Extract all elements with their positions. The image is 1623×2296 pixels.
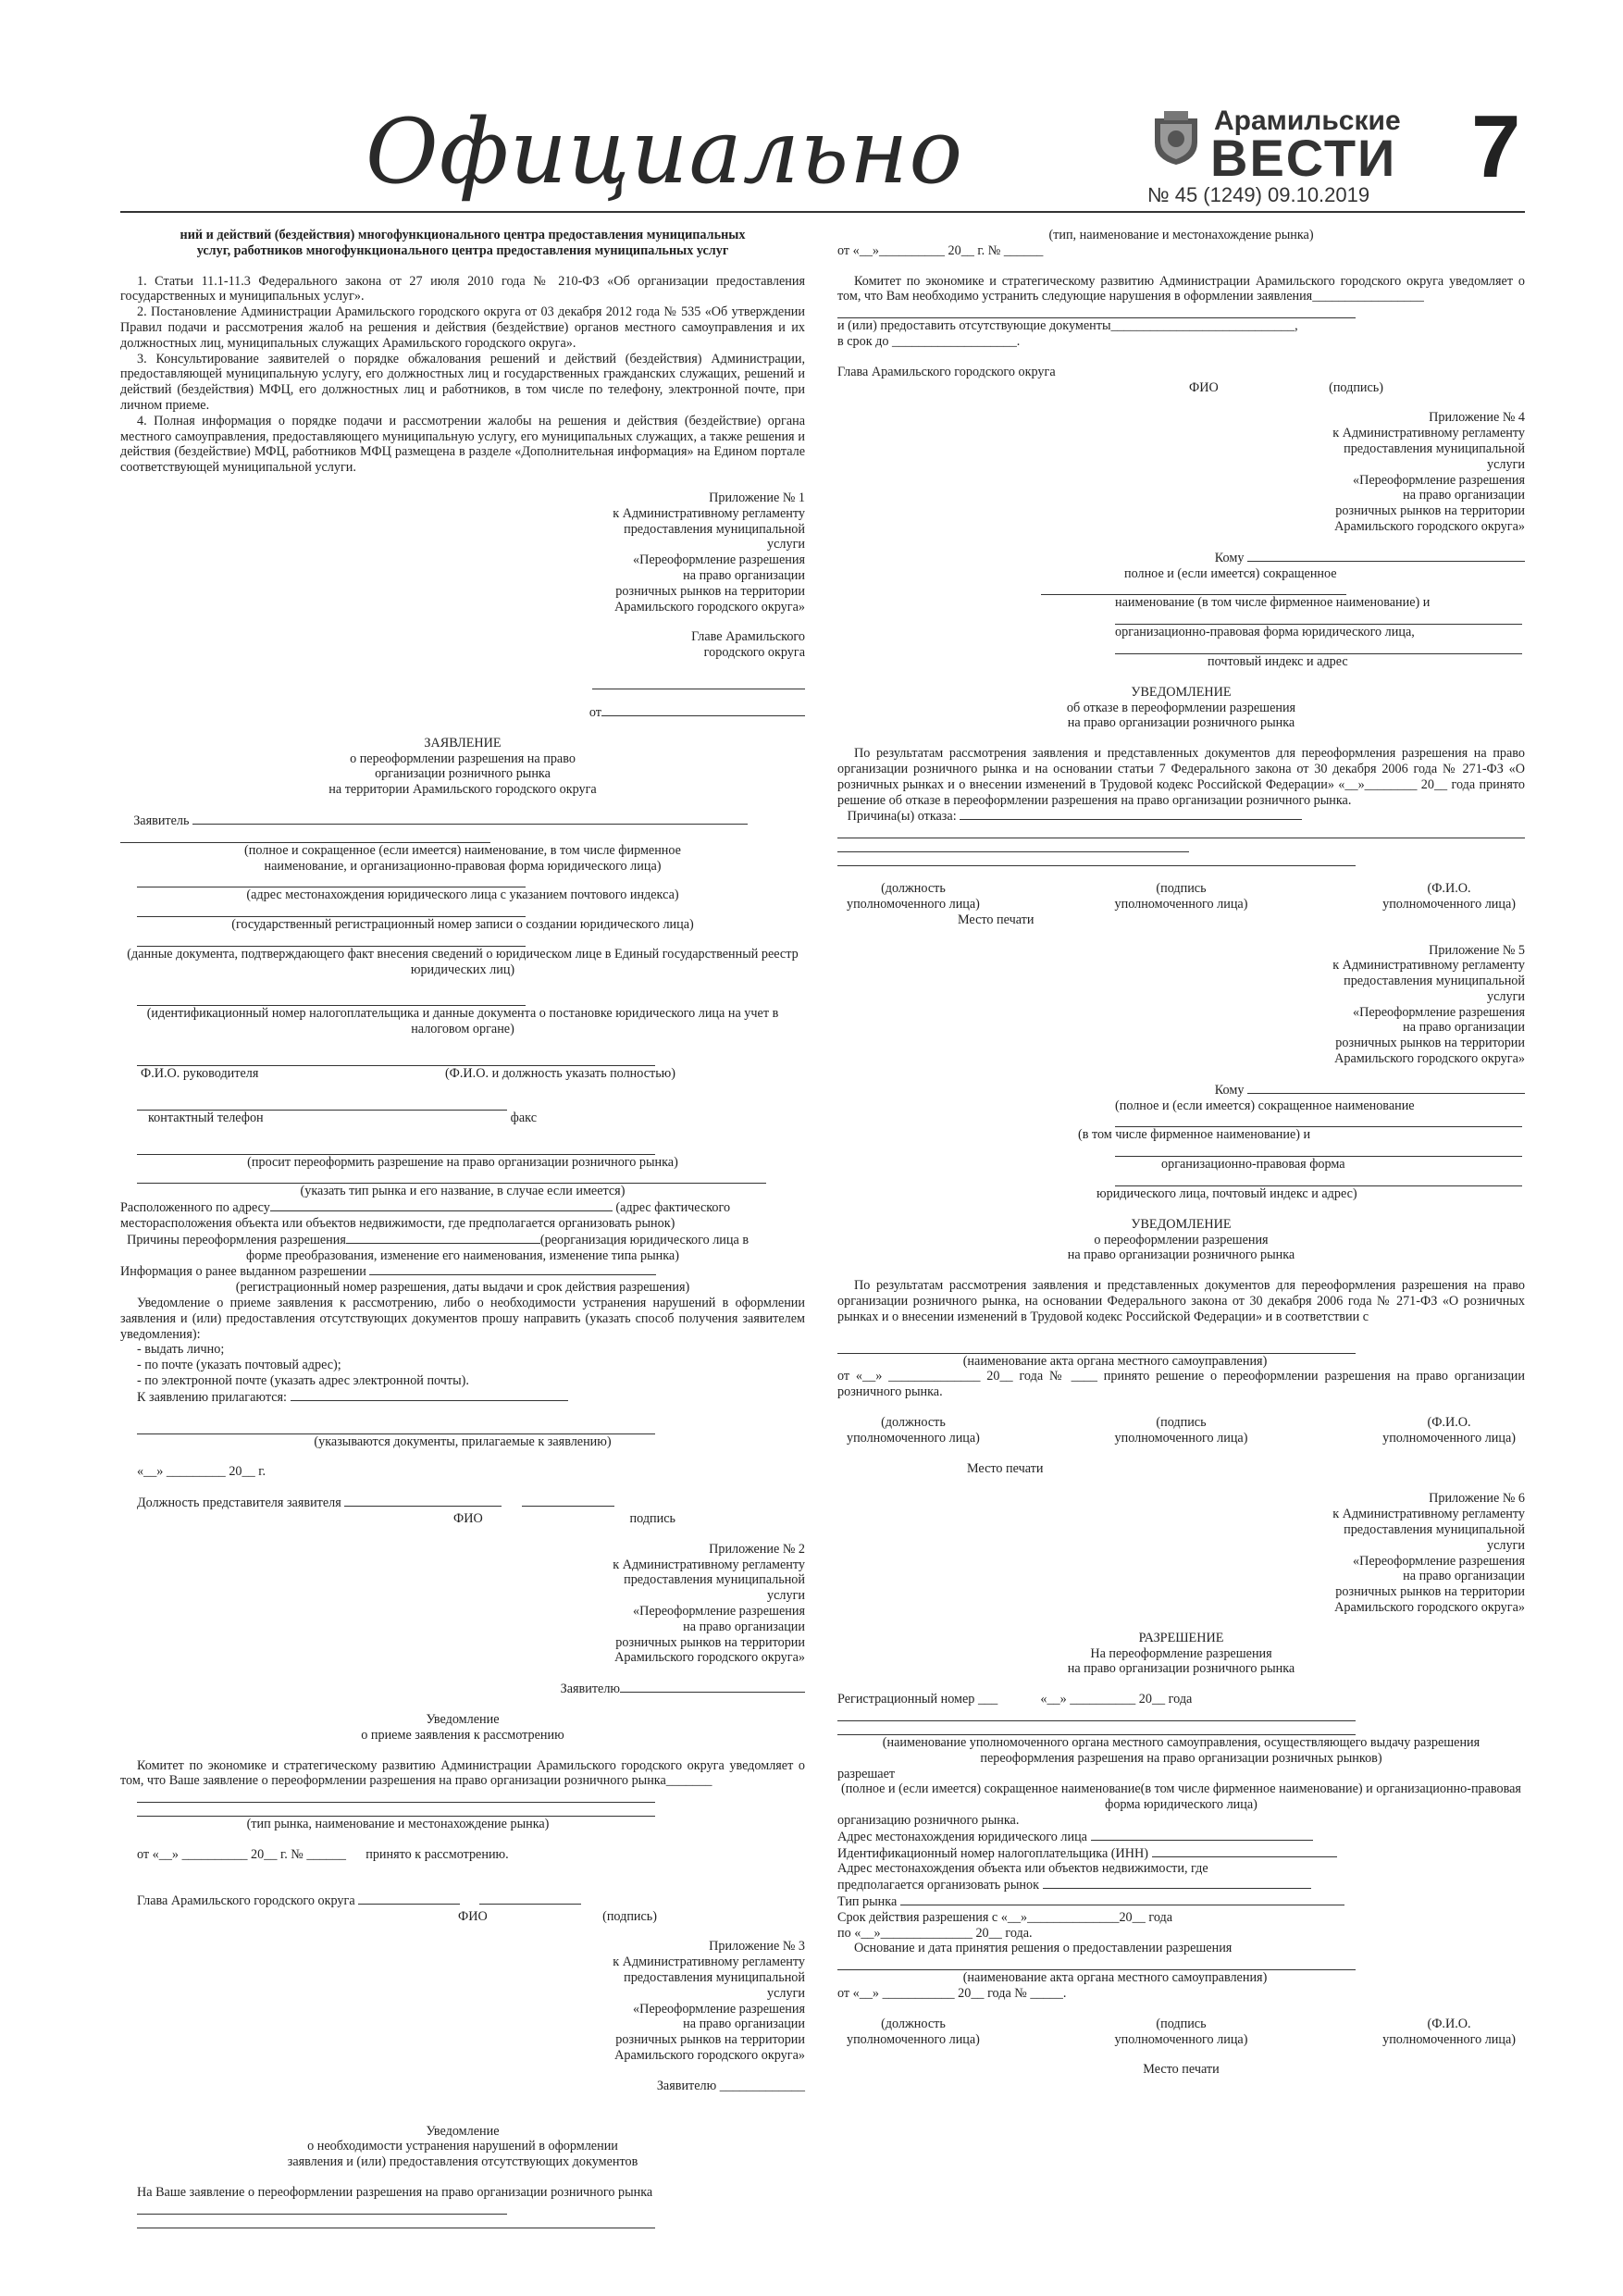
sign-caption-1: (подпись xyxy=(1156,2016,1207,2031)
appendix-1-line: к Административному регламенту xyxy=(613,505,805,521)
refusal-paragraph: По результатам рассмотрения заявления и представленных документов для переоформления разрешения на право организации розничного рынка и на основании статьи 7 Федерального закона от 30 декабря 2006 года № 271-ФЗ «О розничных рынках и о внесении изменений в Трудовой кодекс Российской Федерации» «__»________ 20__ года принято решение об отказе в переоформлении разрешения на право организации розничного рынка. xyxy=(837,746,1525,808)
appendix-5-line: к Административному регламенту xyxy=(1332,958,1525,974)
blank-line xyxy=(137,1097,507,1111)
paragraph-1: 1. Статьи 11.1-11.3 Федерального закона от 27 июля 2010 года № 210-ФЗ «Об организации предоставления государственных и муниципальных услуг». xyxy=(120,273,805,304)
blank-line xyxy=(837,1721,1356,1735)
blank-line xyxy=(137,1170,766,1184)
option-personal: - выдать лично; xyxy=(137,1342,225,1358)
pos-caption-2: уполномоченного лица) xyxy=(847,1430,980,1446)
appendix-5 xyxy=(1303,943,1525,1067)
section-title: Официально xyxy=(365,100,964,204)
pos-caption-2: уполномоченного лица) xyxy=(847,896,980,912)
paragraph-2: 2. Постановление Администрации Арамильского городского округа от 03 декабря 2012 года № 535 «Об утверждении Правил подачи и рассмотрения жалоб на решения и действия (бездействие) органов местного самоуправления и их должностных лиц, муниципальных служащих Арамильского городского округа». xyxy=(120,304,805,351)
appendix-1-line: розничных рынков на территории xyxy=(615,583,805,599)
sign-caption-2: уполномоченного лица) xyxy=(1114,1430,1248,1446)
right-head-caption-row xyxy=(837,380,1383,396)
appendix-5-line: на право организации xyxy=(1403,1020,1525,1036)
appendix-1-line: Приложение № 1 xyxy=(709,490,805,505)
option-post: - по почте (указать почтовый адрес); xyxy=(137,1358,341,1373)
blank-line xyxy=(137,903,526,917)
prev-info-note: (регистрационный номер разрешения, даты выдачи и срок действия разрешения) xyxy=(235,1280,690,1296)
appendix-6-line: предоставления муниципальной услуги xyxy=(1344,1522,1525,1553)
rep-fio-caption: ФИО xyxy=(453,1511,483,1527)
appendix-3 xyxy=(583,1939,805,2063)
inn-row xyxy=(837,1845,1525,1862)
right-head-label: Глава Арамильского городского округа xyxy=(837,364,1056,379)
fio-caption-2: уполномоченного лица) xyxy=(1382,896,1516,912)
blank-line xyxy=(137,1789,655,1803)
appendix-1-line: на право организации xyxy=(683,567,805,583)
appendix-2-line: предоставления муниципальной услуги xyxy=(624,1572,805,1604)
market-type-label: Тип рынка xyxy=(837,1893,898,1909)
blank-line xyxy=(137,933,526,947)
stamp-place-2: Место печати xyxy=(967,1460,1044,1476)
validity-to: по «__»______________ 20__ года. xyxy=(837,1925,1033,1941)
reasons-label: Причины переоформления разрешения xyxy=(127,1232,346,1247)
komu-2-row xyxy=(837,1082,1525,1098)
appendix-5-line: предоставления муниципальной услуги xyxy=(1344,974,1525,1004)
notice-1-market-note: (тип рынка, наименование и местонахождение рынка) xyxy=(246,1817,550,1832)
attach-label: К заявлению прилагаются: xyxy=(137,1389,287,1405)
appendix-3-line: к Административному регламенту xyxy=(613,1955,805,1970)
komu-2-label: Кому xyxy=(1214,1082,1245,1098)
addr-label: Адрес местонахождения юридического лица xyxy=(837,1829,1087,1844)
blank-line xyxy=(1115,1113,1522,1127)
appendix-3-line: Арамильского городского округа» xyxy=(614,2047,805,2063)
attach-row xyxy=(120,1389,805,1406)
notice-1-paragraph: Комитет по экономике и стратегическому развитию Администрации Арамильского городского округа уведомляет о том, что Ваше заявление о переоформлении разрешения на право организации розничного рынка_______ xyxy=(120,1757,805,1789)
rep-label: Должность представителя заявителя xyxy=(137,1496,341,1511)
appendix-5-line: Приложение № 5 xyxy=(1429,942,1525,958)
pos-caption-2: уполномоченного лица) xyxy=(847,2031,980,2047)
market-type-blank xyxy=(900,1893,1344,1905)
appendix-3-line: розничных рынков на территории xyxy=(615,2032,805,2048)
application-title: ЗАЯВЛЕНИЕ xyxy=(424,735,502,751)
contact-row xyxy=(120,1111,537,1126)
fio-caption xyxy=(1382,2017,1516,2048)
head-okrug-label: Глава Арамильского городского округа xyxy=(137,1893,355,1908)
fio-caption-2: уполномоченного лица) xyxy=(1382,1430,1516,1446)
appendix-4-line: Приложение № 4 xyxy=(1429,410,1525,426)
to-applicant-row xyxy=(120,1681,805,1697)
refusal-sign-row xyxy=(837,881,1525,912)
right-column xyxy=(837,228,1525,2078)
appendix-2-line: к Административному регламенту xyxy=(613,1557,805,1572)
appendix-6-line: Арамильского городского округа» xyxy=(1334,1600,1525,1615)
appendix-6-line: на право организации xyxy=(1403,1569,1525,1584)
issue-number: № 45 (1249) 09.10.2019 xyxy=(1147,183,1370,206)
sign-caption-1: (подпись xyxy=(1156,881,1207,897)
reg-date: «__» __________ 20__ года xyxy=(1040,1692,1193,1707)
director-note: (Ф.И.О. и должность указать полностью) xyxy=(444,1066,675,1082)
notice-1-date: от «__» __________ 20__ г. № ______ xyxy=(137,1846,346,1862)
blank-line xyxy=(1041,581,1346,595)
appendix-6-line: розничных рынков на территории xyxy=(1335,1584,1525,1600)
permit-sub: На переоформление разрешения xyxy=(1090,1645,1272,1661)
komu-note-2: наименование (в том числе фирменное наименование) и xyxy=(1115,595,1431,611)
komu-row xyxy=(837,550,1525,566)
head-fio-caption: ФИО xyxy=(458,1908,488,1924)
act-note-2: (наименование акта органа местного самоуправления) xyxy=(962,1970,1268,1986)
appendix-1-line: предоставления муниципальной услуги xyxy=(624,521,805,552)
notice-paragraph: Уведомление о приеме заявления к рассмотрению, либо о необходимости устранения нарушений в оформлении заявления и (или) предоставления отсутствующих документов прошу направить (указать способ получения заявителем уведомления): xyxy=(120,1296,805,1342)
right-fio-caption: ФИО xyxy=(1189,379,1219,395)
notice-1-sub: о приеме заявления к рассмотрению xyxy=(361,1727,564,1743)
head-fio-blank xyxy=(358,1893,460,1905)
permit-allows: разрешает xyxy=(837,1766,896,1781)
komu-2-note-4: юридического лица, почтовый индекс и адрес) xyxy=(1096,1186,1357,1202)
permit-title: РАЗРЕШЕНИЕ xyxy=(1138,1630,1224,1645)
rep-sign-blank xyxy=(522,1495,614,1507)
note-name-2: наименование, и организационно-правовая форма юридического лица) xyxy=(264,858,662,874)
from-label: от xyxy=(588,704,601,720)
blank-line xyxy=(137,1803,655,1817)
blank-line xyxy=(137,2215,655,2228)
obj-addr-blank xyxy=(1043,1877,1311,1889)
appendix-4-line: Арамильского городского округа» xyxy=(1334,518,1525,534)
note-egrul: (данные документа, подтверждающего факт внесения сведений о юридическом лице в Единый государственный реестр юридических лиц) xyxy=(127,946,799,977)
to-applicant-2: Заявителю _____________ xyxy=(656,2078,805,2093)
notice-2-sub: о необходимости устранения нарушений в оформлении xyxy=(307,2139,618,2154)
application-date: «__» _________ 20__ г. xyxy=(137,1464,266,1480)
addr-blank xyxy=(1091,1829,1313,1841)
reorg-note: (реорганизация юридического лица в xyxy=(539,1232,750,1247)
sign-caption-2: уполномоченного лица) xyxy=(1114,896,1248,912)
rep-blank xyxy=(344,1495,502,1507)
fio-caption xyxy=(1382,881,1516,912)
reissue-sub: о переоформлении разрешения xyxy=(1094,1232,1269,1247)
appendix-1-line: «Переоформление разрешения xyxy=(633,552,805,568)
appendix-1-line: Арамильского городского округа» xyxy=(614,599,805,614)
reissue-paragraph: По результатам рассмотрения заявления и представленных документов для переоформления разрешения на право организации розничного рынка, на основании Федерального закона от 30 декабря 2006 года № 271-ФЗ «О розничных рынках и о внесении изменений в Трудовой кодекс Российской Федерации» и в соответствии с xyxy=(837,1278,1525,1324)
appendix-5-line: Арамильского городского округа» xyxy=(1334,1051,1525,1067)
application-sub: о переоформлении разрешения на право xyxy=(350,751,576,766)
prev-info-row xyxy=(120,1263,805,1280)
head-okrug-row xyxy=(120,1893,805,1909)
left-heading-2: услуг, работников многофункционального центра предоставления муниципальных услуг xyxy=(196,242,729,258)
addr-fact-note: (адрес фактического xyxy=(615,1200,731,1216)
right-market-note: (тип, наименование и местонахождение рынка) xyxy=(1048,228,1314,242)
permit-org: организацию розничного рынка. xyxy=(837,1812,1020,1828)
attach-blank xyxy=(291,1389,568,1401)
refusal-sub-2: на право организации розничного рынка xyxy=(1067,715,1295,731)
blank-line xyxy=(1115,1173,1522,1186)
from-line xyxy=(120,704,805,721)
appendix-1 xyxy=(583,490,805,614)
komu-2-blank xyxy=(1247,1082,1525,1094)
appendix-6-line: Приложение № 6 xyxy=(1429,1491,1525,1507)
option-email: - по электронной почте (указать адрес электронной почты). xyxy=(137,1373,469,1389)
blank-line xyxy=(120,829,490,843)
note-inn: (идентификационный номер налогоплательщика и данные документа о постановке юридического лица на учет в налоговом органе) xyxy=(146,1006,779,1037)
application-sub: организации розничного рынка xyxy=(375,766,551,782)
blank-line xyxy=(837,304,1356,318)
blank-line xyxy=(837,838,1189,852)
blank-line xyxy=(837,1707,1356,1721)
coat-of-arms-logo xyxy=(1147,109,1205,167)
page-number: 7 xyxy=(1471,97,1521,196)
blank-line xyxy=(137,1421,655,1434)
notice-2-title: Уведомление xyxy=(426,2123,500,2139)
appendix-3-line: на право организации xyxy=(683,2017,805,2032)
blank-line xyxy=(837,1956,1356,1970)
stamp-place-3: Место печати xyxy=(1143,2062,1220,2078)
sign-caption xyxy=(1115,1415,1248,1446)
addressee-line: городского округа xyxy=(703,645,805,661)
applicant-line xyxy=(120,813,805,829)
sign-caption-2: уполномоченного лица) xyxy=(1114,2031,1248,2047)
head-sign-caption: (подпись) xyxy=(602,1908,657,1924)
note-address: (адрес местонахождения юридического лица с указанием почтового индекса) xyxy=(246,887,679,903)
blank-line xyxy=(1115,611,1522,625)
reasons-blank xyxy=(346,1232,540,1244)
basis-date: от «__» ___________ 20__ года № _____. xyxy=(837,1985,1067,2001)
application-sub: на территории Арамильского городского округа xyxy=(328,782,597,798)
appendix-4-line: на право организации xyxy=(1403,488,1525,503)
appendix-5-line: розничных рынков на территории xyxy=(1335,1036,1525,1051)
komu-2-note-2: (в том числе фирменное наименование) и xyxy=(1078,1127,1311,1143)
sign-caption xyxy=(1115,881,1248,912)
komu-note-3: организационно-правовая форма юридического лица, xyxy=(1115,625,1415,640)
head-sign-blank xyxy=(479,1893,581,1905)
header-rule xyxy=(120,211,1525,213)
permit-sub-2: на право организации розничного рынка xyxy=(1067,1661,1295,1677)
refusal-reasons-blank xyxy=(960,808,1302,820)
addressee-line: Главе Арамильского xyxy=(691,629,805,645)
addr-fact-note-2: месторасположения объекта или объектов недвижимости, где предполагается организовать рынок) xyxy=(120,1216,675,1232)
blank-line xyxy=(137,1141,655,1155)
komu-2-note-3: организационно-правовая форма xyxy=(1161,1157,1345,1173)
pos-caption xyxy=(847,881,980,912)
reissue-date: от «__» ______________ 20__ года № ____ принято решение о переоформлении разрешения на право организации розничного рынка. xyxy=(837,1369,1525,1400)
stamp-place: Место печати xyxy=(958,912,1035,927)
notice-1-date-row xyxy=(120,1847,805,1863)
market-type-row xyxy=(837,1893,1525,1910)
note-name: (полное и сокращенное (если имеется) наименование, в том числе фирменное xyxy=(244,842,681,858)
inn-label: Идентификационный номер налогоплательщика (ИНН) xyxy=(837,1845,1148,1861)
rep-row xyxy=(120,1495,805,1511)
appendix-4 xyxy=(1303,410,1525,534)
right-term: в срок до ___________________. xyxy=(837,333,1021,349)
fio-caption-1: (Ф.И.О. xyxy=(1427,1415,1471,1431)
appendix-2-line: розничных рынков на территории xyxy=(615,1634,805,1650)
pos-caption-1: (должность xyxy=(881,1415,946,1431)
reissue-sign-row xyxy=(837,1415,1525,1446)
refusal-reasons-label: Причина(ы) отказа: xyxy=(847,809,957,825)
appendix-6-line: к Административному регламенту xyxy=(1332,1507,1525,1522)
appendix-2-line: на право организации xyxy=(683,1619,805,1634)
blank-line xyxy=(137,874,526,887)
appendix-2 xyxy=(583,1542,805,1666)
appendix-6 xyxy=(1303,1491,1525,1615)
sign-caption xyxy=(1115,2017,1248,2048)
from-blank xyxy=(601,704,805,716)
appendix-2-line: Арамильского городского округа» xyxy=(614,1650,805,1666)
prev-info-label: Информация о ранее выданном разрешении xyxy=(120,1264,366,1280)
appendix-2-line: «Переоформление разрешения xyxy=(633,1604,805,1619)
fio-caption-1: (Ф.И.О. xyxy=(1427,881,1471,897)
to-applicant-blank xyxy=(620,1681,805,1693)
right-paragraph-1: Комитет по экономике и стратегическому развитию Администрации Арамильского городского округа уведомляет о том, что Вам необходимо устранить следующие нарушения в оформлении заявления_________________ xyxy=(837,273,1525,304)
blank-line xyxy=(837,1340,1356,1354)
blank-line xyxy=(137,2201,507,2215)
blank-line xyxy=(837,825,1525,838)
appendix-4-line: предоставления муниципальной услуги xyxy=(1344,441,1525,472)
komu-note-4: почтовый индекс и адрес xyxy=(1208,653,1348,669)
to-applicant-label: Заявителю xyxy=(560,1682,620,1697)
appendix-3-line: «Переоформление разрешения xyxy=(633,2001,805,2017)
reg-row xyxy=(837,1692,1525,1707)
notice-1-title: Уведомление xyxy=(426,1711,500,1727)
pos-caption-1: (должность xyxy=(881,881,946,897)
left-column xyxy=(120,228,805,2228)
obj-addr: Адрес местонахождения объекта или объектов недвижимости, где xyxy=(837,1861,1208,1877)
komu-blank xyxy=(1247,550,1525,562)
reg-number: Регистрационный номер ___ xyxy=(837,1692,998,1707)
note-request: (просит переоформить разрешение на право организации розничного рынка) xyxy=(247,1154,678,1170)
right-sign-caption: (подпись) xyxy=(1329,379,1383,395)
head-caption-row xyxy=(120,1909,657,1925)
fax-label: факс xyxy=(510,1110,537,1125)
notice-2-paragraph: На Ваше заявление о переоформлении разрешения на право организации розничного рынка xyxy=(137,2184,653,2200)
phone-label: контактный телефон xyxy=(148,1110,264,1125)
appendix-3-line: Приложение № 3 xyxy=(709,1939,805,1955)
komu-label: Кому xyxy=(1214,550,1245,565)
located-blank xyxy=(270,1199,613,1211)
blank-line xyxy=(1115,640,1522,654)
validity-from: Срок действия разрешения с «__»______________20__ года xyxy=(837,1909,1173,1925)
appendix-3-line: предоставления муниципальной услуги xyxy=(624,1969,805,2001)
located-label: Расположенного по адресу xyxy=(120,1200,270,1216)
reasons-row xyxy=(120,1232,805,1248)
komu-note-1: полное и (если имеется) сокращенное xyxy=(1124,565,1337,581)
located-row xyxy=(120,1199,805,1216)
notice-1-accepted: принято к рассмотрению. xyxy=(365,1846,509,1862)
blank-line xyxy=(1115,1143,1522,1157)
fio-caption-2: уполномоченного лица) xyxy=(1382,2031,1516,2047)
refusal-reasons-row xyxy=(837,808,1525,825)
fio-caption-1: (Ф.И.О. xyxy=(1427,2016,1471,2031)
pos-caption xyxy=(847,1415,980,1446)
notice-2-sub-2: заявления и (или) предоставления отсутствующих документов xyxy=(287,2154,638,2170)
act-note: (наименование акта органа местного самоуправления) xyxy=(962,1353,1268,1369)
komu-2-note-1: (полное и (если имеется) сокращенное наименование xyxy=(1115,1098,1415,1113)
basis-label: Основание и дата принятия решения о предоставлении разрешения xyxy=(854,1941,1233,1956)
brand-top: Арамильские xyxy=(1214,105,1401,136)
pos-caption-1: (должность xyxy=(881,2016,946,2031)
attach-note: (указываются документы, прилагаемые к заявлению) xyxy=(314,1433,612,1449)
reissue-title: УВЕДОМЛЕНИЕ xyxy=(1131,1216,1232,1232)
right-date: от «__»__________ 20__ г. № ______ xyxy=(837,242,1044,258)
permit-note-2: (полное и (если имеется) сокращенное наименование(в том числе фирменное наименование) и организационно-правовая форма юридического лица) xyxy=(841,1781,1521,1813)
paragraph-3: 3. Консультирование заявителей о порядке обжалования решений и действий (бездействия) Администрации, предоставляющей муниципальную услугу, его должностных лиц и государственных гражданских служащих, решений и действий (бездействия) МФЦ, его должностных лиц и работников, в том числе по телефону, электронной почте, при личном приеме. xyxy=(120,351,805,413)
appendix-4-line: к Административному регламенту xyxy=(1332,426,1525,441)
addressee-blank xyxy=(592,676,805,689)
fio-caption xyxy=(1382,1415,1516,1446)
inn-blank xyxy=(1152,1845,1337,1857)
appendix-5-line: «Переоформление разрешения xyxy=(1353,1004,1525,1020)
blank-line xyxy=(137,1052,655,1066)
refusal-title: УВЕДОМЛЕНИЕ xyxy=(1131,684,1232,700)
addressee-head xyxy=(583,629,805,661)
appendix-6-line: «Переоформление разрешения xyxy=(1353,1553,1525,1569)
brand-bottom: ВЕСТИ xyxy=(1210,129,1397,187)
left-heading-1: ний и действий (бездействия) многофункционального центра предоставления муниципальных xyxy=(180,228,746,242)
blank-line xyxy=(837,852,1356,866)
director-label: Ф.И.О. руководителя xyxy=(141,1066,259,1082)
reorg-note-2: форме преобразования, изменение его наименования, изменение типа рынка) xyxy=(246,1247,679,1263)
rep-sign-caption: подпись xyxy=(629,1511,675,1527)
note-reg-number: (государственный регистрационный номер записи о создании юридического лица) xyxy=(231,917,694,933)
prev-info-blank xyxy=(369,1263,656,1275)
applicant-blank xyxy=(192,813,748,825)
appendix-4-line: «Переоформление разрешения xyxy=(1353,472,1525,488)
right-docs: и (или) предоставить отсутствующие документы____________________________, xyxy=(837,318,1298,334)
blank-line xyxy=(137,992,526,1006)
obj-addr-label: предполагается организовать рынок xyxy=(837,1878,1040,1893)
appendix-4-line: розничных рынков на территории xyxy=(1335,503,1525,519)
permit-note-1: (наименование уполномоченного органа местного самоуправления, осуществляющего выдачу разрешения переоформления разрешения на право организации розничных рынков) xyxy=(882,1734,1481,1766)
permit-sign-row xyxy=(837,2017,1525,2048)
addr-row xyxy=(837,1829,1525,1845)
refusal-sub: об отказе в переоформлении разрешения xyxy=(1066,700,1296,715)
pos-caption xyxy=(847,2017,980,2048)
sign-caption-1: (подпись xyxy=(1156,1415,1207,1431)
reissue-sub-2: на право организации розничного рынка xyxy=(1067,1247,1295,1263)
applicant-label: Заявитель xyxy=(133,813,190,828)
appendix-2-line: Приложение № 2 xyxy=(709,1541,805,1557)
paragraph-4: 4. Полная информация о порядке подачи и рассмотрении жалобы на решения и действия (бездействие) органа местного самоуправления, предоставляющего муниципальную услугу, его муниципальных служащих, а также решения и действия (бездействие) МФЦ, работников МФЦ размещена в разделе «Дополнительная информация» на Едином портале соответствующей муниципальной услуги. xyxy=(120,413,805,476)
note-market-type: (указать тип рынка и его название, в случае если имеется) xyxy=(300,1184,626,1199)
director-row xyxy=(120,1066,675,1082)
obj-addr-row xyxy=(837,1877,1525,1893)
rep-caption-row xyxy=(120,1511,675,1527)
